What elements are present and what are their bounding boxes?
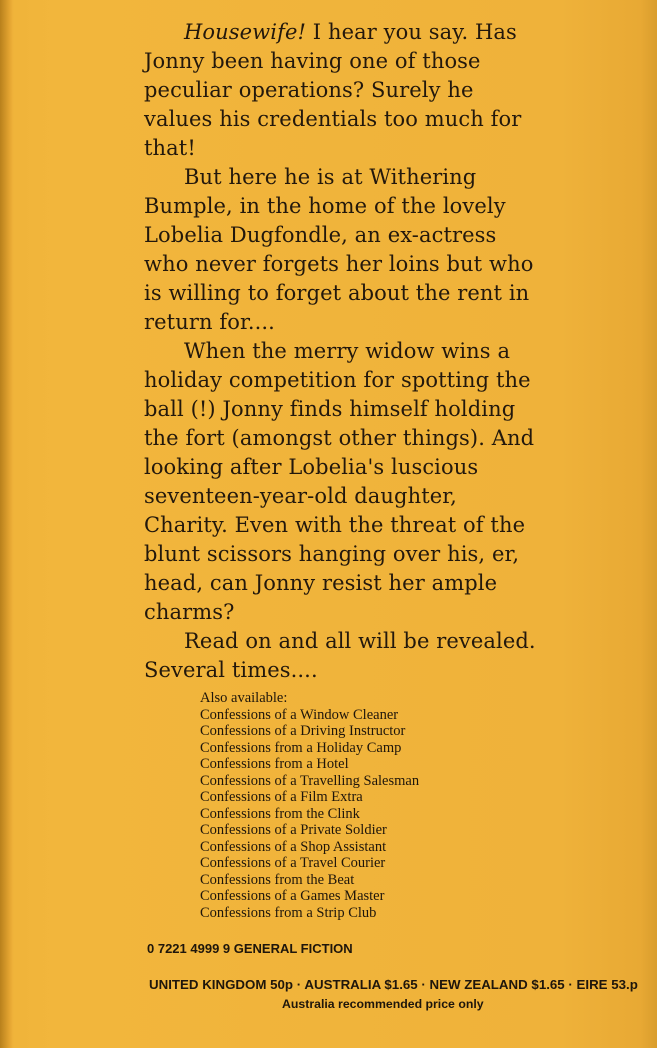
list-item: Confessions of a Window Cleaner — [200, 706, 399, 723]
list-item: Confessions of a Travel Courier — [200, 855, 386, 871]
list-item: Confessions of a Film Extra — [200, 789, 363, 805]
price-note: Australia recommended price only — [282, 997, 484, 1011]
blurb-paragraph-3: When the merry widow wins a holiday competition for spotting the ball (!) Jonny finds himself holding the fort (amongst other things). And looking after Lobelia's luscious seventeen-year-old daughter, Charity. Even with the threat of the blunt scissors hanging over his, er, head, can Jonny resist her ample charms? — [144, 339, 535, 624]
also-available-list — [200, 690, 520, 921]
blurb-paragraph-1-rest: I hear you say. Has Jonny been having one of those peculiar operations? Surely he values his credentials too much for that! — [144, 20, 522, 160]
price-line: UNITED KINGDOM 50p · AUSTRALIA $1.65 · NEW ZEALAND $1.65 · EIRE 53.p — [149, 977, 638, 992]
list-item: Confessions from a Holiday Camp — [200, 739, 402, 756]
list-item: Confessions from a Hotel — [200, 756, 349, 772]
also-available-titles — [200, 707, 520, 922]
also-available-heading: Also available: — [200, 690, 288, 706]
blurb-lead-word: Housewife! — [184, 20, 307, 44]
blurb-paragraph-2: But here he is at Withering Bumple, in the home of the lovely Lobelia Dugfondle, an ex-actress who never forgets her loins but who is willing to forget about the rent in return for.... — [144, 165, 534, 334]
list-item: Confessions of a Shop Assistant — [200, 838, 387, 855]
isbn-category-line: 0 7221 4999 9 GENERAL FICTION — [147, 941, 353, 956]
list-item: Confessions of a Private Soldier — [200, 822, 387, 838]
blurb-text — [144, 18, 539, 685]
blurb-paragraph-1 — [144, 18, 539, 163]
spine-edge — [0, 0, 13, 1048]
list-item: Confessions from the Beat — [200, 871, 355, 888]
blurb-paragraph-4: Read on and all will be revealed. Several times.... — [144, 629, 536, 682]
list-item: Confessions of a Travelling Salesman — [200, 772, 420, 789]
list-item: Confessions of a Driving Instructor — [200, 723, 406, 739]
list-item: Confessions from the Clink — [200, 805, 360, 822]
list-item: Confessions from a Strip Club — [200, 904, 377, 921]
list-item: Confessions of a Games Master — [200, 888, 385, 904]
